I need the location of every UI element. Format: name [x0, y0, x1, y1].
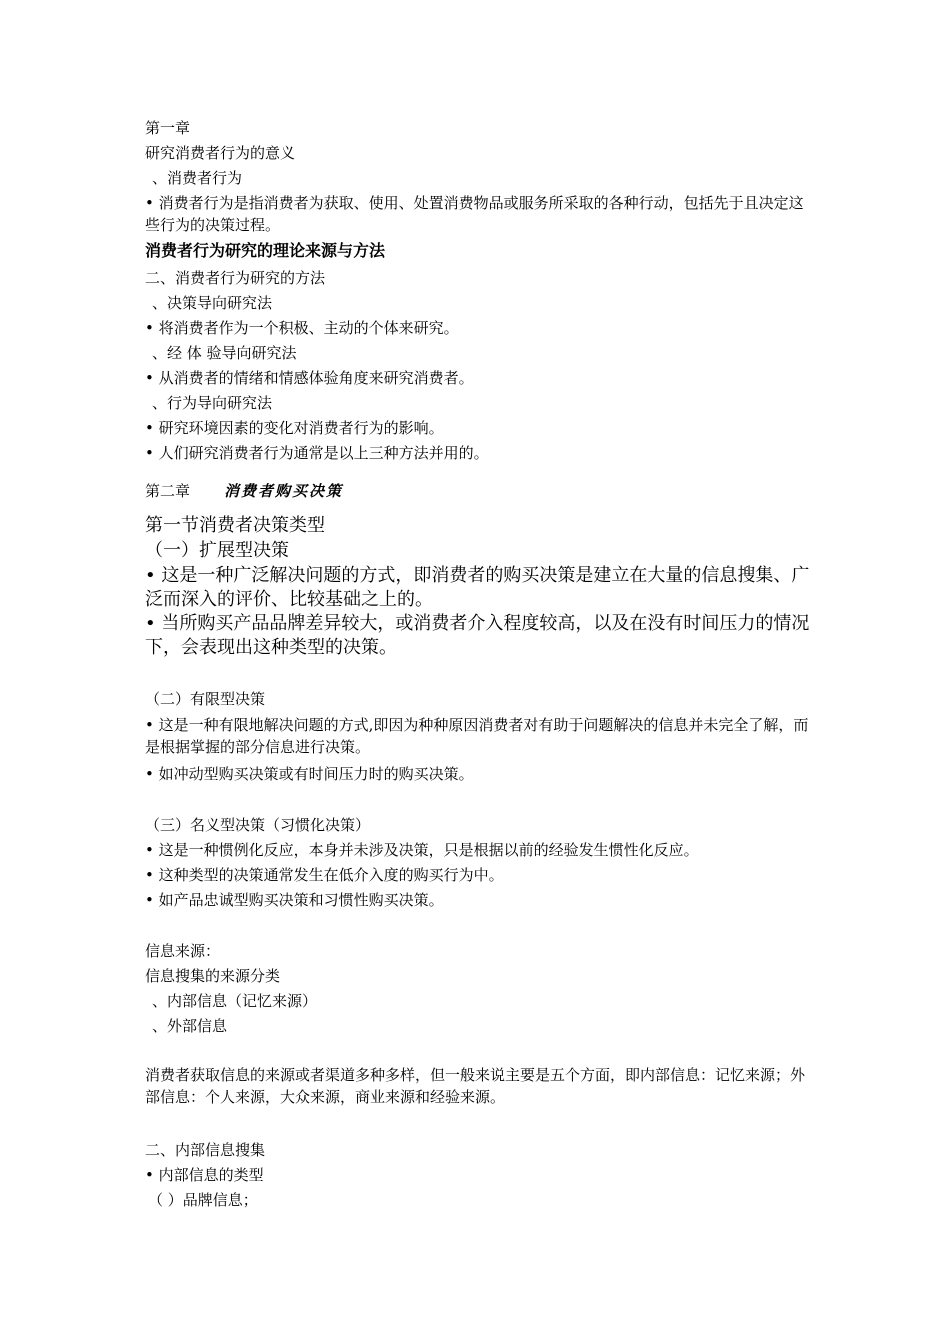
subsection: （ ）品牌信息； — [148, 1191, 258, 1209]
section-title: 二、内部信息搜集 — [145, 1141, 266, 1159]
subsection: （一）扩展型决策 — [145, 540, 289, 561]
bullet-item: • 研究环境因素的变化对消费者行为的影响。 — [145, 417, 444, 439]
section-title: 二、消费者行为研究的方法 — [145, 269, 326, 287]
bullet-paragraph: • 消费者行为是指消费者为获取、使用、处置消费物品或服务所采取的各种行动，包括先于且决定这些行为的决策过程。 — [145, 192, 815, 236]
subsection: （三）名义型决策（习惯化决策） — [145, 816, 371, 834]
subsection: 、内部信息（记忆来源） — [152, 992, 318, 1010]
paragraph: 信息来源： — [145, 942, 221, 960]
subsection: （二）有限型决策 — [145, 690, 266, 708]
paragraph: 消费者获取信息的来源或者渠道多种多样，但一般来说主要是五个方面，即内部信息：记忆来源；外部信息：个人来源，大众来源，商业来源和经验来源。 — [145, 1066, 806, 1106]
paragraph: 信息搜集的来源分类 — [145, 967, 281, 985]
bullet-item: • 这种类型的决策通常发生在低介入度的购买行为中。 — [145, 864, 504, 886]
chapter-2-art-title: 消费者购买决策 — [224, 482, 344, 500]
bullet-item: • 内部信息的类型 — [145, 1164, 264, 1186]
bullet-item: • 如产品忠诚型购买决策和习惯性购买决策。 — [145, 889, 444, 911]
subsection: 、消费者行为 — [152, 169, 243, 187]
subsection: 、决策导向研究法 — [152, 294, 273, 312]
bullet-paragraph: • 这是一种有限地解决问题的方式,即因为种种原因消费者对有助于问题解决的信息并未完全了解，而是根据掌握的部分信息进行决策。 — [145, 714, 815, 758]
bullet-item: • 人们研究消费者行为通常是以上三种方法并用的。 — [145, 442, 489, 464]
subsection: 、外部信息 — [152, 1017, 228, 1035]
subsection: 、经 体 验导向研究法 — [152, 344, 297, 362]
bullet-item: • 将消费者作为一个积极、主动的个体来研究。 — [145, 317, 459, 339]
section-title: 第一节消费者决策类型 — [145, 515, 325, 536]
chapter-2-heading — [145, 480, 343, 502]
section-title: 研究消费者行为的意义 — [145, 144, 296, 162]
bold-heading: 消费者行为研究的理论来源与方法 — [145, 241, 386, 260]
bullet-paragraph: • 这是一种广泛解决问题的方式，即消费者的购买决策是建立在大量的信息搜集、广泛而深入的评价、比较基础之上的。 — [145, 564, 815, 612]
subsection: 、行为导向研究法 — [152, 394, 273, 412]
chapter-2-title: 第二章 — [145, 482, 191, 500]
bullet-item: • 如冲动型购买决策或有时间压力时的购买决策。 — [145, 763, 474, 785]
bullet-paragraph: • 当所购买产品品牌差异较大，或消费者介入程度较高，以及在没有时间压力的情况下，会表现出这种类型的决策。 — [145, 612, 815, 660]
chapter-1-title: 第一章 — [145, 119, 191, 137]
bullet-item: • 从消费者的情绪和情感体验角度来研究消费者。 — [145, 367, 474, 389]
bullet-item: • 这是一种惯例化反应，本身并未涉及决策，只是根据以前的经验发生惯性化反应。 — [145, 839, 699, 861]
